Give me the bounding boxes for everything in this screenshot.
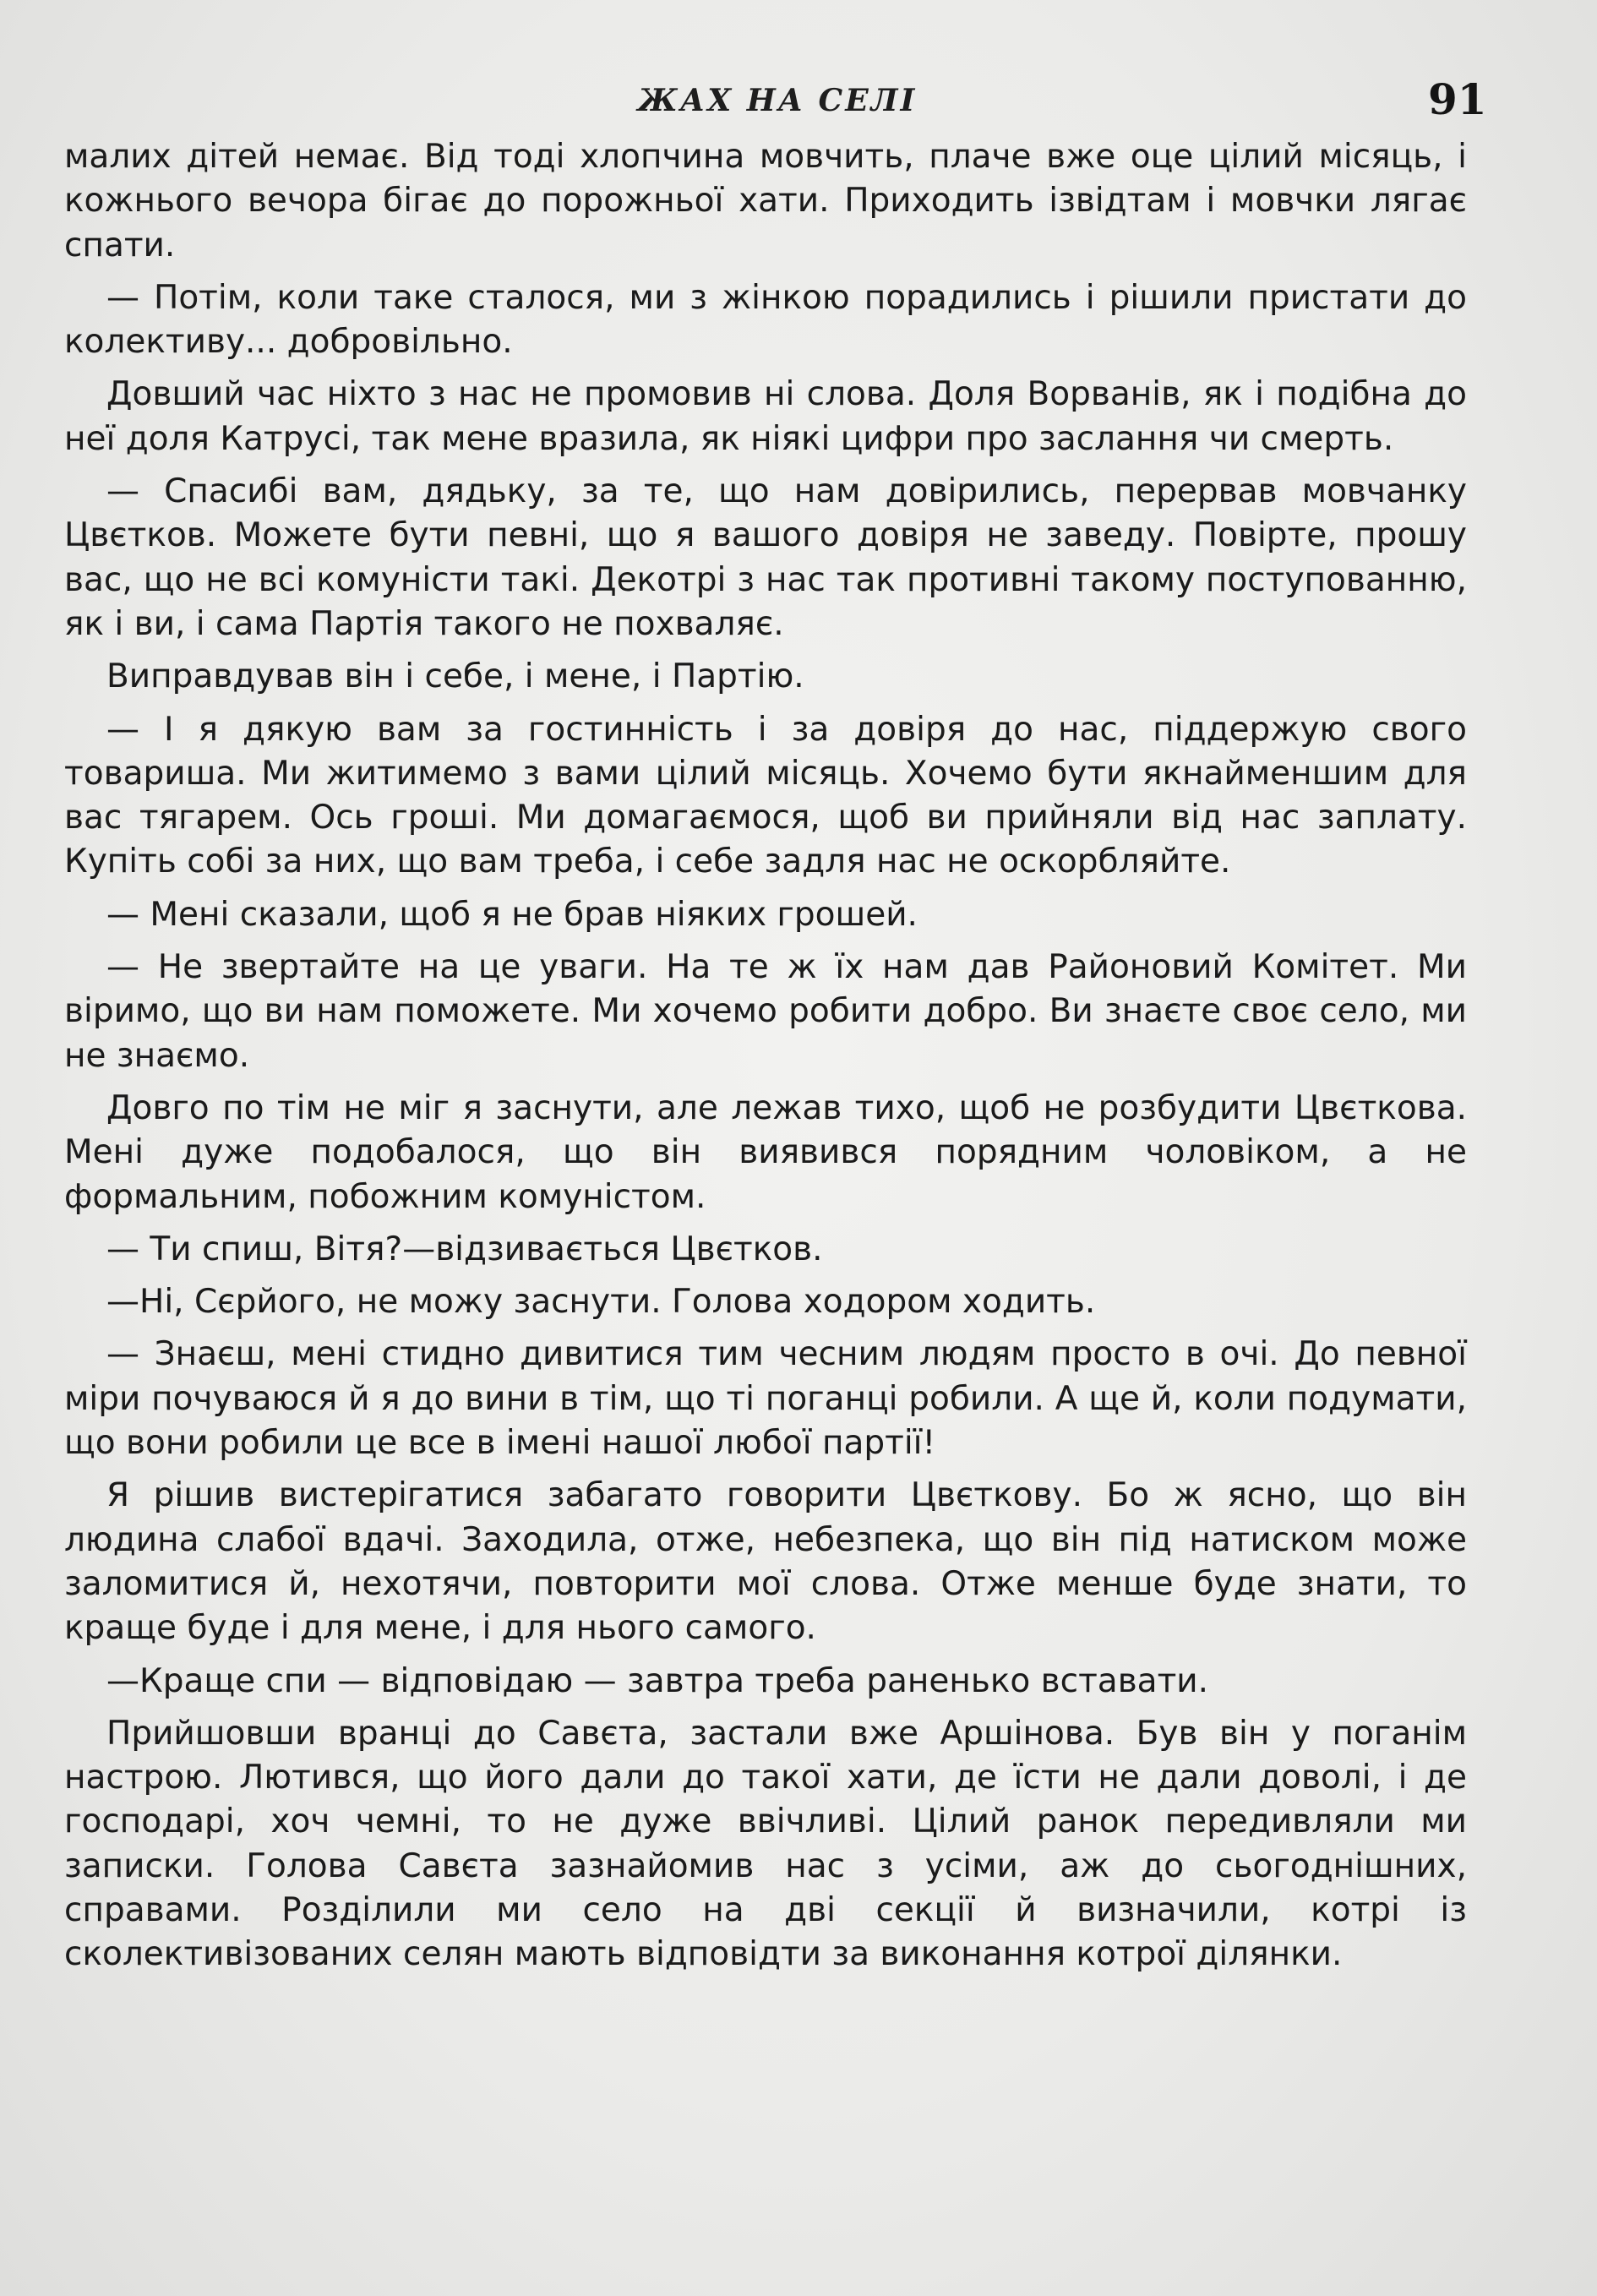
paragraph: — Спасибі вам, дядьку, за те, що нам довірились, перервав мовчанку Цвєтков. Можете бути певні, що я вашого довіря не заведу. Повірте, прошу вас, що не всі комуністи такі. Декотрі з нас так противні такому поступованню, як і ви, і сама Партія такого не похваляє. xyxy=(64,472,1467,643)
running-head: ЖАХ НА СЕЛІ xyxy=(637,83,918,118)
paragraph: — Потім, коли таке сталося, ми з жінкою порадились і рішили пристати до колективу... добровільно. xyxy=(64,278,1467,362)
paragraph: — Ти спиш, Вітя?—відзивається Цвєтков. xyxy=(106,1230,823,1268)
paragraph: — Знаєш, мені стидно дивитися тим чесним людям просто в очі. До певної міри почуваюся й я до вини в тім, що ті поганці робили. А ще й, коли подумати, що вони робили це все в імені нашої любої партії! xyxy=(64,1335,1467,1463)
paragraph: Довго по тім не міг я заснути, але лежав тихо, щоб не розбудити Цвєткова. Мені дуже подобалося, що він виявився порядним чоловіком, а не формальним, побожним комуністом. xyxy=(64,1088,1467,1216)
paragraph: Я рішив вистерігатися забагато говорити Цвєткову. Бо ж ясно, що він людина слабої вдачі. Заходила, отже, небезпека, що він під натиском може заломитися й, нехотячи, повторити мої слова. Отже менше буде знати, то краще буде і для мене, і для нього самого. xyxy=(64,1476,1467,1648)
paragraph: — Мені сказали, щоб я не брав ніяких грошей. xyxy=(106,895,918,934)
page-header xyxy=(0,74,1597,134)
paragraph: —Ні, Сєрйого, не можу заснути. Голова ходором ходить. xyxy=(106,1283,1096,1322)
paragraph: Прийшовши вранці до Савєта, застали вже Аршінова. Був він у поганім настрою. Лютився, що його дали до такої хати, де їсти не дали доволі, і де господарі, хоч чемні, то не дуже ввічливі. Цілий ранок передивляли ми записки. Голова Савєта зазнайомив нас з усіми, аж до сьогоднішних, справами. Розділили ми село на дві секції й визначили, котрі із сколективізованих селян мають відповідти за виконання котрої ділянки. xyxy=(64,1714,1467,1974)
paragraph: — Не звертайте на це уваги. На те ж їх нам дав Районовий Комітет. Ми віримо, що ви нам поможете. Ми хочемо робити добро. Ви знаєте своє село, ми не знаємо. xyxy=(64,948,1467,1075)
paragraph: —Краще спи — відповідаю — завтра треба раненько вставати. xyxy=(106,1661,1209,1700)
paragraph: малих дітей немає. Від тоді хлопчина мовчить, плаче вже оце цілий місяць, і кожнього вечора бігає до порожньої хати. Приходить ізвідтам і мовчки лягає спати. xyxy=(64,138,1467,265)
paragraph: Виправдував він і себе, і мене, і Партію. xyxy=(106,657,804,696)
paragraph: — І я дякую вам за гостинність і за довіря до нас, піддержую свого товариша. Ми житимемо з вами цілий місяць. Хочемо бути якнайменшим для вас тягарем. Ось гроші. Ми домагаємося, щоб ви прийняли від нас заплату. Купіть собі за них, що вам треба, і себе задля нас не оскорбляйте. xyxy=(64,710,1467,881)
paragraph: Довший час ніхто з нас не промовив ні слова. Доля Ворванів, як і подібна до неї доля Катрусі, так мене вразила, як ніякі цифри про заслання чи смерть. xyxy=(64,375,1467,458)
body-text xyxy=(64,135,1467,1986)
page-number: 91 xyxy=(1428,74,1487,124)
